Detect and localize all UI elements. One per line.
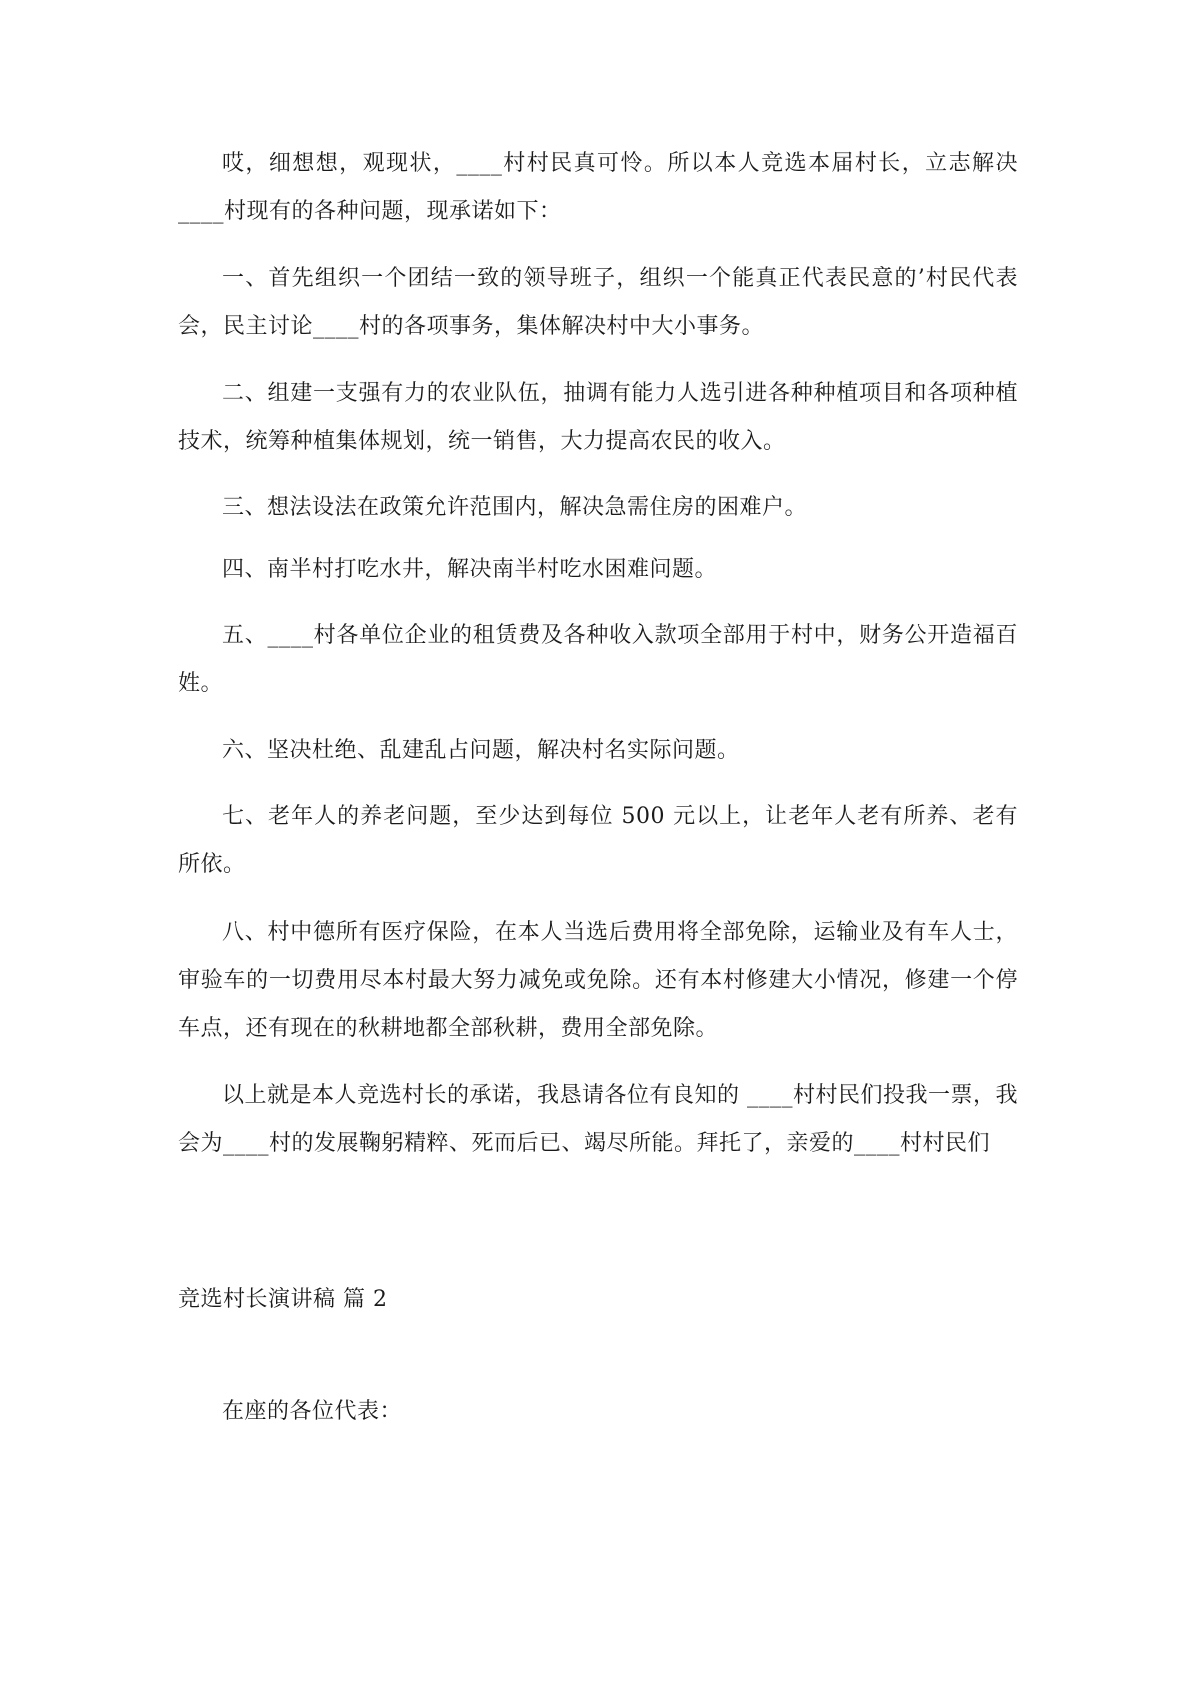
paragraph-greeting: 在座的各位代表：: [222, 1399, 403, 1424]
paragraph-pledge-7: 七、老年人的养老问题，至少达到每位 500 元以上，让老年人老有所养、老有所依。: [178, 804, 1018, 877]
paragraph-intro: 哎，细想想，观现状，____村村民真可怜。所以本人竞选本届村长，立志解决____村现有的各种问题，现承诺如下：: [178, 151, 1018, 224]
paragraph-pledge-8: 八、村中德所有医疗保险，在本人当选后费用将全部免除，运输业及有车人士，审验车的一切费用尽本村最大努力减免或免除。还有本村修建大小情况，修建一个停车点，还有现在的秋耕地都全部秋耕，费用全部免除。: [178, 920, 1018, 1041]
paragraph-pledge-6: 六、坚决杜绝、乱建乱占问题，解决村名实际问题。: [222, 738, 740, 763]
paragraph-pledge-3: 三、想法设法在政策允许范围内，解决急需住房的困难户。: [222, 495, 808, 520]
section-title: 竞选村长演讲稿 篇 2: [178, 1287, 388, 1312]
paragraph-closing: 以上就是本人竞选村长的承诺，我恳请各位有良知的 ____村村民们投我一票，我会为____村的发展鞠躬精粹、死而后已、竭尽所能。拜托了，亲爱的____村村民们: [178, 1083, 1018, 1156]
paragraph-pledge-5: 五、____村各单位企业的租赁费及各种收入款项全部用于村中，财务公开造福百姓。: [178, 623, 1018, 696]
paragraph-pledge-4: 四、南半村打吃水井，解决南半村吃水困难问题。: [222, 557, 718, 582]
paragraph-pledge-2: 二、组建一支强有力的农业队伍，抽调有能力人选引进各种种植项目和各项种植技术，统筹种植集体规划，统一销售，大力提高农民的收入。: [178, 381, 1018, 454]
paragraph-pledge-1: 一、首先组织一个团结一致的领导班子，组织一个能真正代表民意的’村民代表会，民主讨论____村的各项事务，集体解决村中大小事务。: [178, 266, 1018, 339]
